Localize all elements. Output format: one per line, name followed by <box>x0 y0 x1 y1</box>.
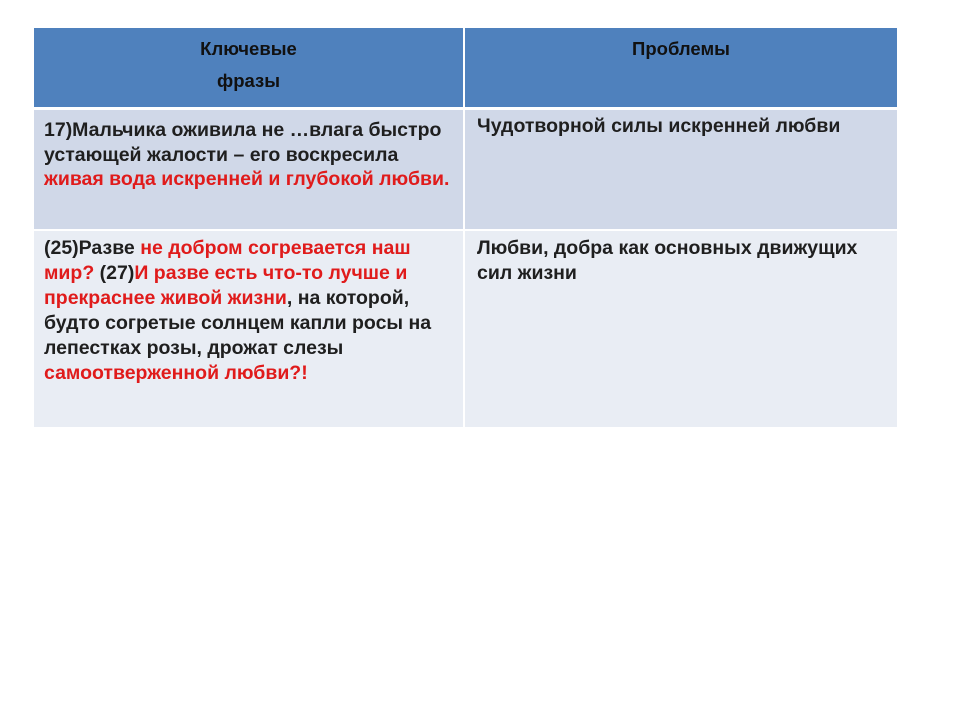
row1-key-phrase <box>34 110 465 231</box>
row2-problem-text: Любви, добра как основных движущих сил жизни <box>477 237 858 284</box>
phrases-problems-table <box>34 28 897 427</box>
row1-problem-text: Чудотворной силы искренней любви <box>477 115 841 137</box>
row1-phrase-text: 17)Мальчика оживила не …влага быстро устающей жалости – его воскресила <box>44 119 442 166</box>
row2-phrase-highlight-2: И разве есть что-то лучше и прекраснее живой жизни <box>44 262 408 309</box>
header-problems <box>465 28 897 110</box>
row2-phrase-highlight-3: самоотверженной любви?! <box>44 362 308 384</box>
header-key-phrases <box>34 28 465 110</box>
row2-problem <box>465 231 897 427</box>
row1-problem <box>465 110 897 231</box>
row2-phrase-text-1: (25)Разве <box>44 237 141 259</box>
row1-phrase-highlight: живая вода искренней и глубокой любви. <box>44 168 450 190</box>
row2-key-phrase <box>34 231 465 427</box>
header-key-phrases-line2: фразы <box>217 70 280 91</box>
row2-phrase-text-3: , на которой, будто согретые солнцем капли росы на лепестках розы, дрожат слезы <box>44 287 432 359</box>
header-problems-label: Проблемы <box>632 38 730 59</box>
row2-phrase-highlight-1: не добром согревается наш мир? <box>44 237 411 284</box>
row2-phrase-text-2: (27) <box>94 262 135 284</box>
header-key-phrases-line1: Ключевые <box>200 38 297 59</box>
